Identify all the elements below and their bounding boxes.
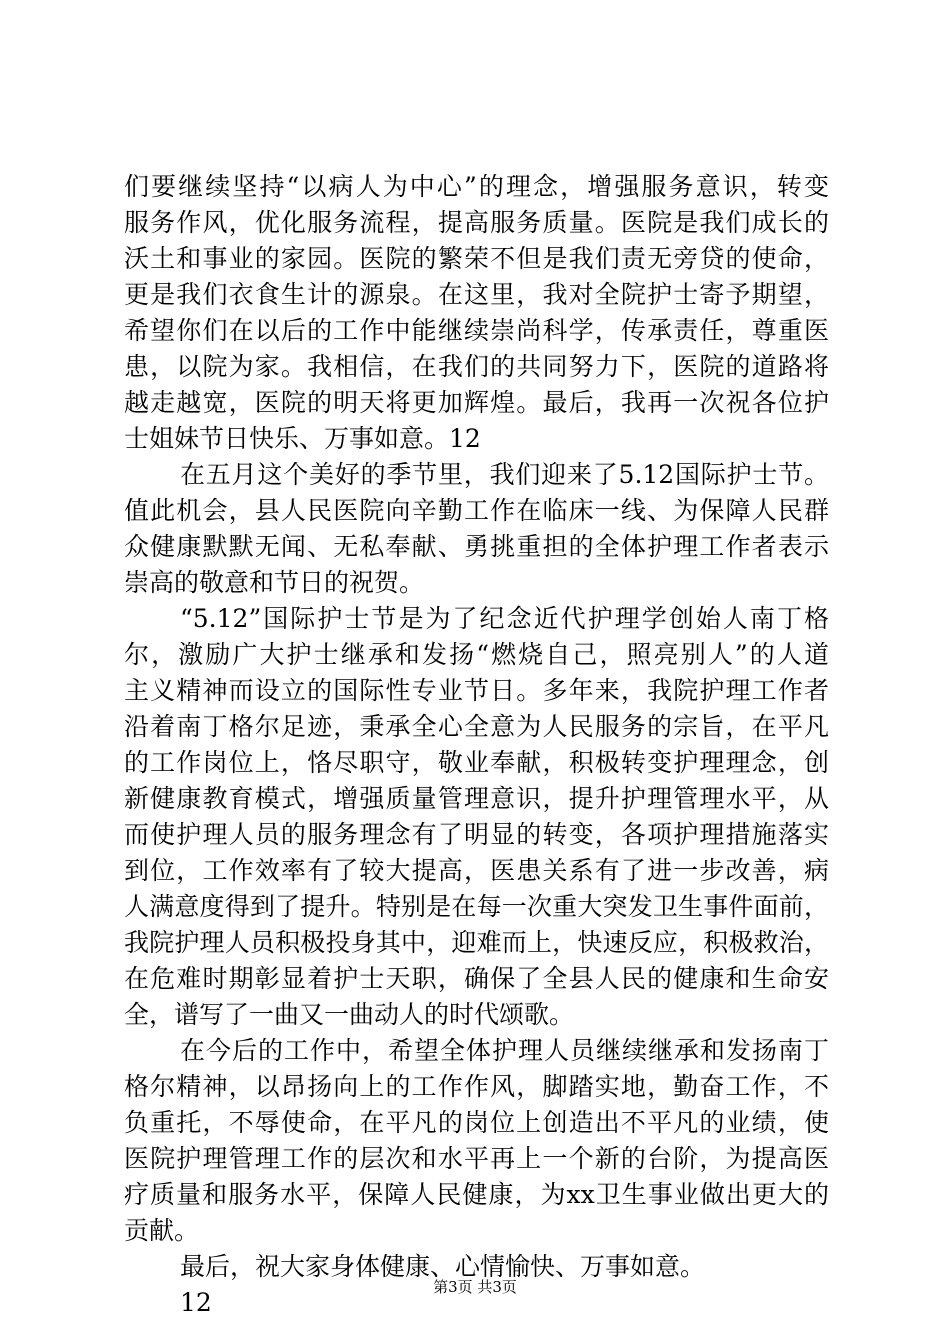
text-line: 沿着南丁格尔足迹，秉承全心全意为人民服务的宗旨，在平凡	[124, 712, 829, 741]
text-line: 尔，激励广大护士继承和发扬“燃烧自己，照亮别人”的人道	[124, 640, 829, 669]
text-line: 崇高的敬意和节日的祝贺。	[124, 568, 425, 597]
text-line: 值此机会，县人民医院向辛勤工作在临床一线、为保障人民群	[124, 496, 829, 525]
text-line: 服务作风，优化服务流程，提高服务质量。医院是我们成长的	[124, 208, 829, 237]
text-line: 新健康教育模式，增强质量管理意识，提升护理管理水平，从	[124, 784, 829, 813]
text-line: 人满意度得到了提升。特别是在每一次重大突发卫生事件面前，	[124, 892, 829, 921]
text-line: 越走越宽，医院的明天将更加辉煌。最后，我再一次祝各位护	[124, 388, 829, 417]
text-line: 贡献。	[124, 1216, 200, 1245]
text-line: 士姐妹节日快乐、万事如意。12	[124, 424, 481, 453]
text-line: 最后，祝大家身体健康、心情愉快、万事如意。	[180, 1252, 706, 1281]
text-line: 希望你们在以后的工作中能继续崇尚科学，传承责任，尊重医	[124, 316, 829, 345]
text-line: 更是我们衣食生计的源泉。在这里，我对全院护士寄予期望，	[124, 280, 829, 309]
text-line: “5.12”国际护士节是为了纪念近代护理学创始人南丁格	[180, 604, 829, 633]
text-line: 12	[180, 1288, 212, 1317]
text-line: 我院护理人员积极投身其中，迎难而上，快速反应，积极救治，	[124, 928, 829, 957]
document-body	[124, 169, 829, 1321]
text-line: 医院护理管理工作的层次和水平再上一个新的台阶，为提高医	[124, 1144, 829, 1173]
text-line: 们要继续坚持“以病人为中心”的理念，增强服务意识，转变	[124, 172, 829, 201]
text-line: 众健康默默无闻、无私奉献、勇挑重担的全体护理工作者表示	[124, 532, 829, 561]
text-line: 负重托，不辱使命，在平凡的岗位上创造出不平凡的业绩，使	[124, 1108, 829, 1137]
text-line: 在今后的工作中，希望全体护理人员继续继承和发扬南丁	[180, 1036, 829, 1065]
text-line: 患，以院为家。我相信，在我们的共同努力下，医院的道路将	[124, 352, 829, 381]
text-line: 全，谱写了一曲又一曲动人的时代颂歌。	[124, 1000, 575, 1029]
text-line: 疗质量和服务水平，保障人民健康，为xx卫生事业做出更大的	[124, 1180, 829, 1209]
page-footer: 第3页 共3页	[433, 1278, 517, 1296]
text-line: 在五月这个美好的季节里，我们迎来了5.12国际护士节。	[180, 460, 829, 489]
text-line: 的工作岗位上，恪尽职守，敬业奉献，积极转变护理理念，创	[124, 748, 829, 777]
text-line: 到位，工作效率有了较大提高，医患关系有了进一步改善，病	[124, 856, 829, 885]
text-line: 格尔精神，以昂扬向上的工作作风，脚踏实地，勤奋工作，不	[124, 1072, 829, 1101]
text-line: 沃土和事业的家园。医院的繁荣不但是我们责无旁贷的使命，	[124, 244, 829, 273]
text-line: 在危难时期彰显着护士天职，确保了全县人民的健康和生命安	[124, 964, 829, 993]
text-line: 主义精神而设立的国际性专业节日。多年来，我院护理工作者	[124, 676, 829, 705]
text-line: 而使护理人员的服务理念有了明显的转变，各项护理措施落实	[124, 820, 829, 849]
